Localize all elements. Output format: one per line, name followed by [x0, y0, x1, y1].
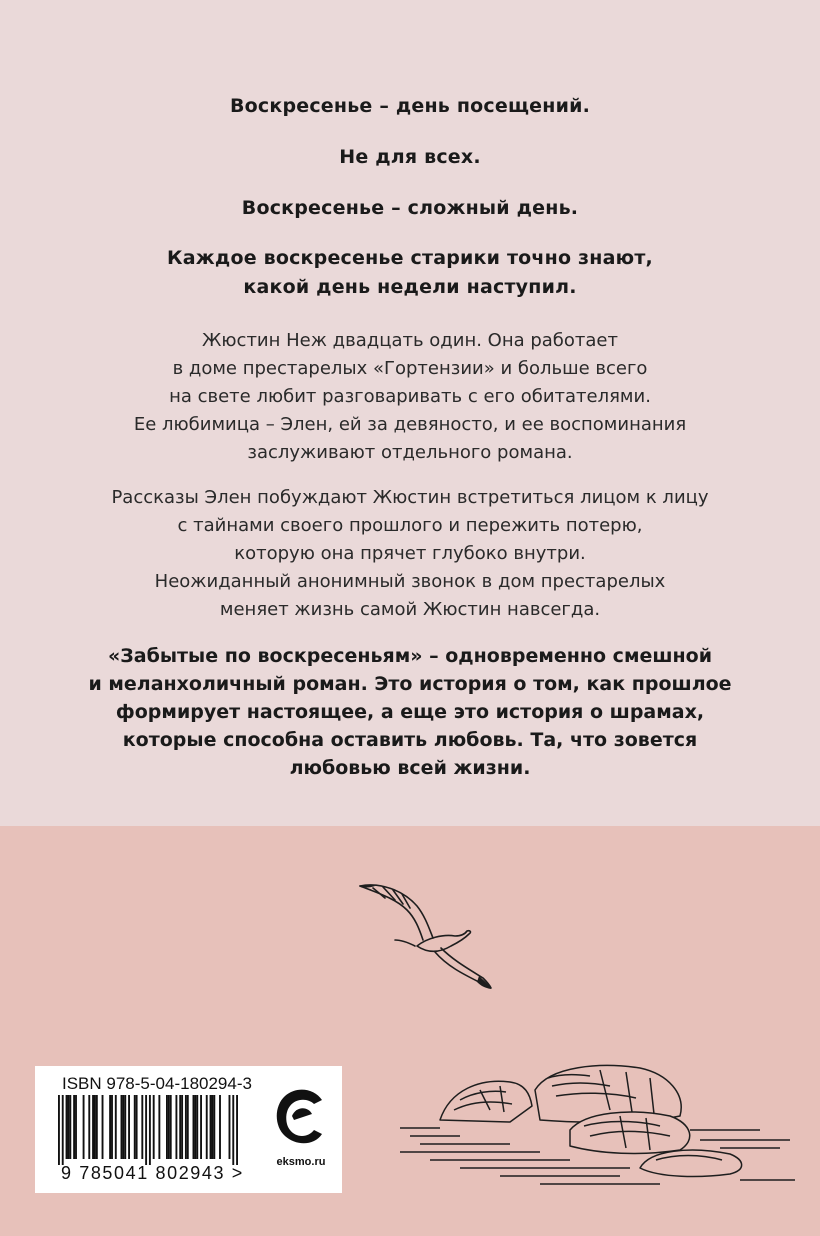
barcode-bar: [96, 1095, 98, 1159]
barcode-bar: [153, 1095, 155, 1159]
barcode-bar: [115, 1095, 117, 1159]
barcode-bar: [69, 1095, 71, 1159]
closing-paragraph: «Забытые по воскресеньям» – одновременно смешной и меланхоличный роман. Это история о том, как прошлое формирует настоящее, а еще это история о шрамах, которые способна оставить любовь. Та, что зовется любовью всей жизни.: [88, 645, 732, 779]
barcode-bar: [187, 1095, 189, 1159]
publisher-url: eksmo.ru: [276, 1156, 326, 1168]
barcode-bar: [75, 1095, 77, 1159]
lead-line-2: Не для всех.: [339, 146, 481, 168]
barcode-bar: [149, 1095, 151, 1165]
barcode-bar: [213, 1095, 215, 1159]
lead-line-3: Воскресенье – сложный день.: [241, 197, 579, 219]
barcode-bar: [229, 1095, 231, 1159]
barcode-bar: [109, 1095, 111, 1159]
lead-paragraph: Каждое воскресенье старики точно знают, какой день недели наступил.: [167, 247, 653, 298]
barcode-bar: [185, 1095, 187, 1159]
barcode-bar: [175, 1095, 177, 1159]
barcode-bar: [145, 1095, 147, 1165]
barcode-bar: [206, 1095, 208, 1159]
barcode-bar: [73, 1095, 75, 1159]
barcode-bar: [179, 1095, 181, 1159]
barcode-bar: [193, 1095, 195, 1159]
isbn-text: ISBN 978-5-04-180294-3: [62, 1074, 252, 1093]
barcode-bar: [200, 1095, 202, 1159]
barcode-bar: [219, 1095, 221, 1159]
barcode-bar: [211, 1095, 213, 1159]
barcode-digits: 9 785041 802943 >: [61, 1163, 244, 1183]
barcode-bar: [102, 1095, 104, 1159]
paragraph-2: Рассказы Элен побуждают Жюстин встретиться лицом к лицу с тайнами своего прошлого и пережить потерю, которую она прячет глубоко внутри. Неожиданный анонимный звонок в дом престарелых меняет жизнь самой Жюстин навсегда.: [111, 487, 709, 620]
barcode-bar: [136, 1095, 138, 1159]
barcode-bar: [67, 1095, 69, 1159]
barcode-bar: [88, 1095, 90, 1159]
barcode-bar: [166, 1095, 168, 1159]
barcode-bar: [232, 1095, 234, 1165]
barcode-bar: [121, 1095, 123, 1159]
barcode-bar: [94, 1095, 96, 1159]
barcode-bar: [210, 1095, 212, 1159]
barcode-bar: [66, 1095, 68, 1159]
barcode-bar: [92, 1095, 94, 1159]
barcode-bar: [181, 1095, 183, 1159]
paragraph-1: Жюстин Неж двадцать один. Она работает в доме престарелых «Гортензии» и больше всего на свете любит разговаривать с его обитателями. Ее любимица – Элен, ей за девяносто, и ее воспоминания заслуживают отдельного романа.: [133, 330, 687, 463]
barcode-bar: [111, 1095, 113, 1159]
barcode-bar: [236, 1095, 238, 1165]
eksmo-logo-icon: [270, 1080, 332, 1154]
barcode-bar: [122, 1095, 124, 1159]
barcode-bar: [158, 1095, 160, 1159]
barcode-bar: [128, 1095, 130, 1159]
barcode-bar: [62, 1095, 64, 1165]
barcode-bar: [168, 1095, 170, 1159]
barcode-bar: [194, 1095, 196, 1159]
lead-line-1: Воскресенье – день посещений.: [229, 95, 591, 117]
barcode-icon: [58, 1095, 238, 1165]
barcode-bar: [124, 1095, 126, 1159]
barcode-bar: [83, 1095, 85, 1159]
sea-rocks-icon: [400, 1050, 800, 1200]
seagull-icon: [355, 876, 505, 996]
barcode-bar: [196, 1095, 198, 1159]
barcode-bar: [134, 1095, 136, 1159]
barcode-bar: [58, 1095, 60, 1165]
barcode-bar: [141, 1095, 143, 1159]
barcode-bar: [170, 1095, 172, 1159]
